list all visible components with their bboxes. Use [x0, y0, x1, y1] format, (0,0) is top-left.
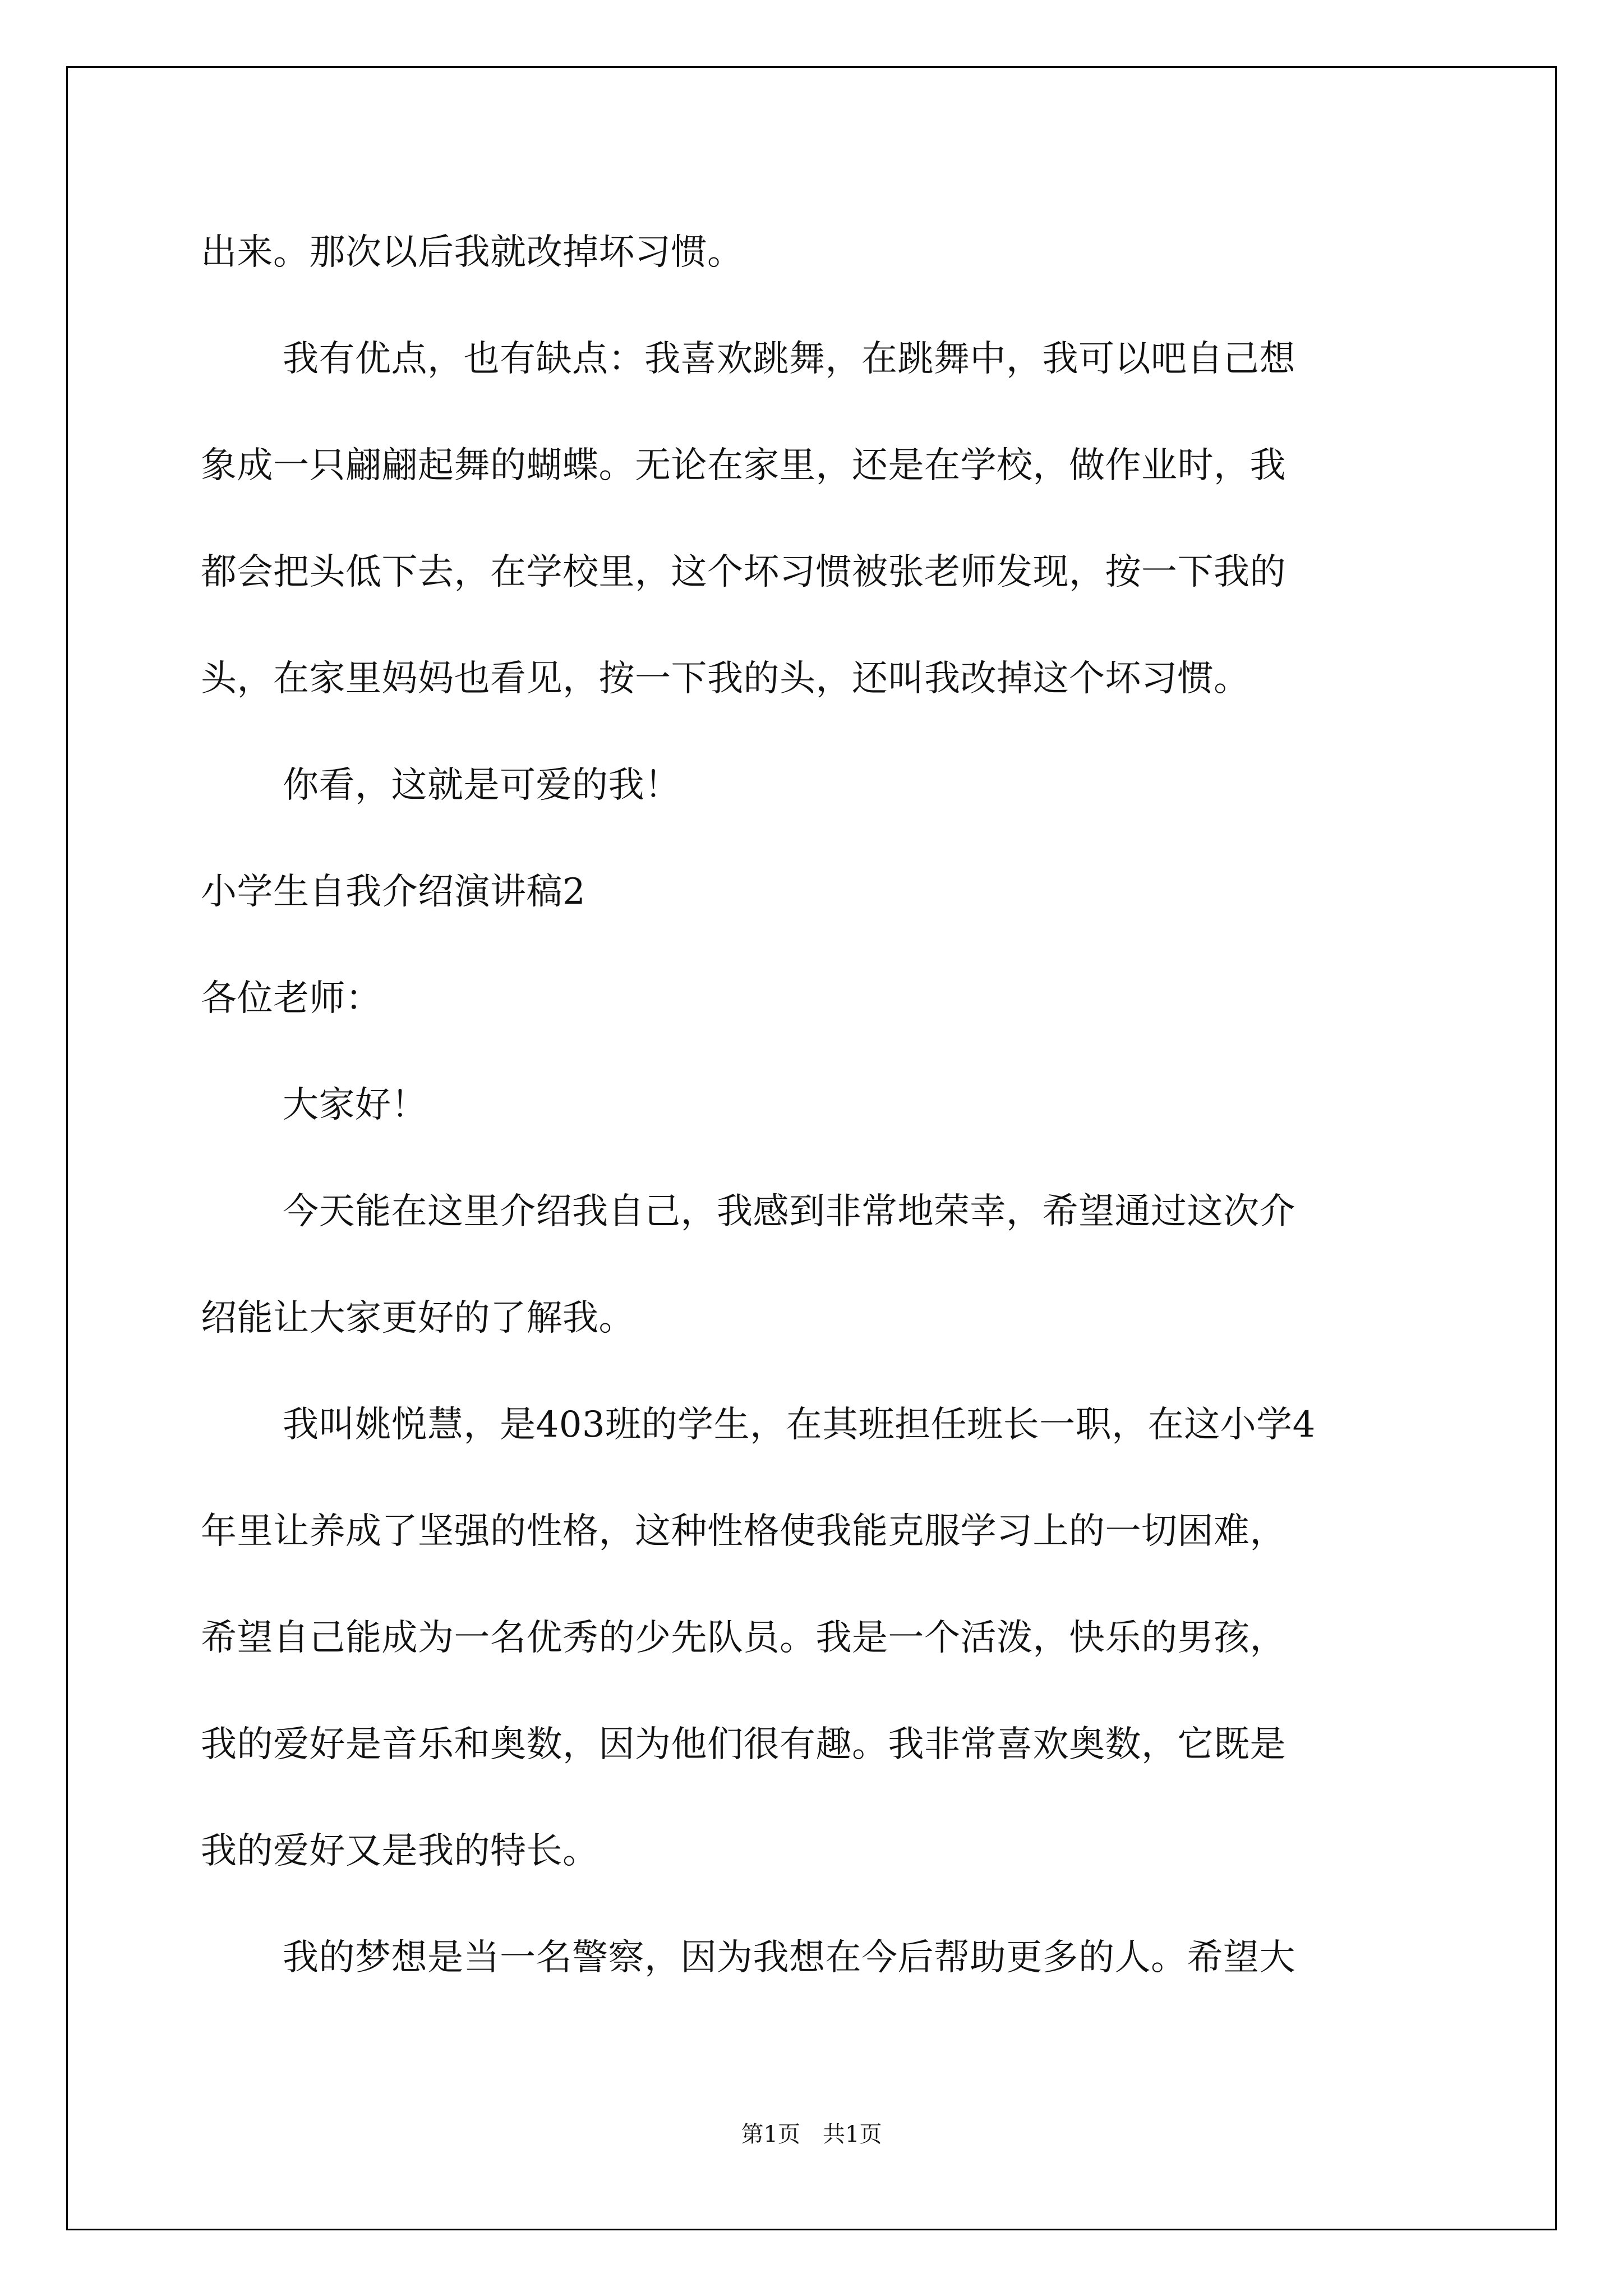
page-border	[66, 66, 1557, 2230]
paragraph-line: 我有优点，也有缺点：我喜欢跳舞，在跳舞中，我可以吧自己想	[283, 338, 1295, 380]
paragraph-line: 你看，这就是可爱的我！	[283, 765, 681, 806]
paragraph-line: 都会把头低下去，在学校里，这个坏习惯被张老师发现，按一下我的	[201, 551, 1286, 593]
greeting: 大家好！	[283, 1084, 427, 1126]
paragraph-line: 今天能在这里介绍我自己，我感到非常地荣幸，希望通过这次介	[283, 1191, 1295, 1232]
paragraph-line: 象成一只翩翩起舞的蝴蝶。无论在家里，还是在学校，做作业时，我	[201, 445, 1286, 486]
paragraph-line: 头，在家里妈妈也看见，按一下我的头，还叫我改掉这个坏习惯。	[201, 658, 1250, 700]
paragraph-line: 我的爱好是音乐和奥数，因为他们很有趣。我非常喜欢奥数，它既是	[201, 1724, 1286, 1765]
paragraph-line: 绍能让大家更好的了解我。	[201, 1297, 635, 1339]
paragraph-line: 我叫姚悦慧，是403班的学生，在其班担任班长一职，在这小学4	[283, 1404, 1316, 1446]
section-title: 小学生自我介绍演讲稿2	[201, 871, 586, 913]
paragraph-line: 希望自己能成为一名优秀的少先队员。我是一个活泼，快乐的男孩，	[201, 1617, 1286, 1659]
salutation: 各位老师：	[201, 978, 382, 1019]
paragraph-line: 出来。那次以后我就改掉坏习惯。	[201, 232, 744, 273]
paragraph-line: 我的梦想是当一名警察，因为我想在今后帮助更多的人。希望大	[283, 1937, 1295, 1978]
paragraph-line: 我的爱好又是我的特长。	[201, 1830, 599, 1872]
page-number-footer: 第1页 共1页	[741, 2122, 882, 2147]
paragraph-line: 年里让养成了坚强的性格，这种性格使我能克服学习上的一切困难，	[201, 1511, 1286, 1552]
